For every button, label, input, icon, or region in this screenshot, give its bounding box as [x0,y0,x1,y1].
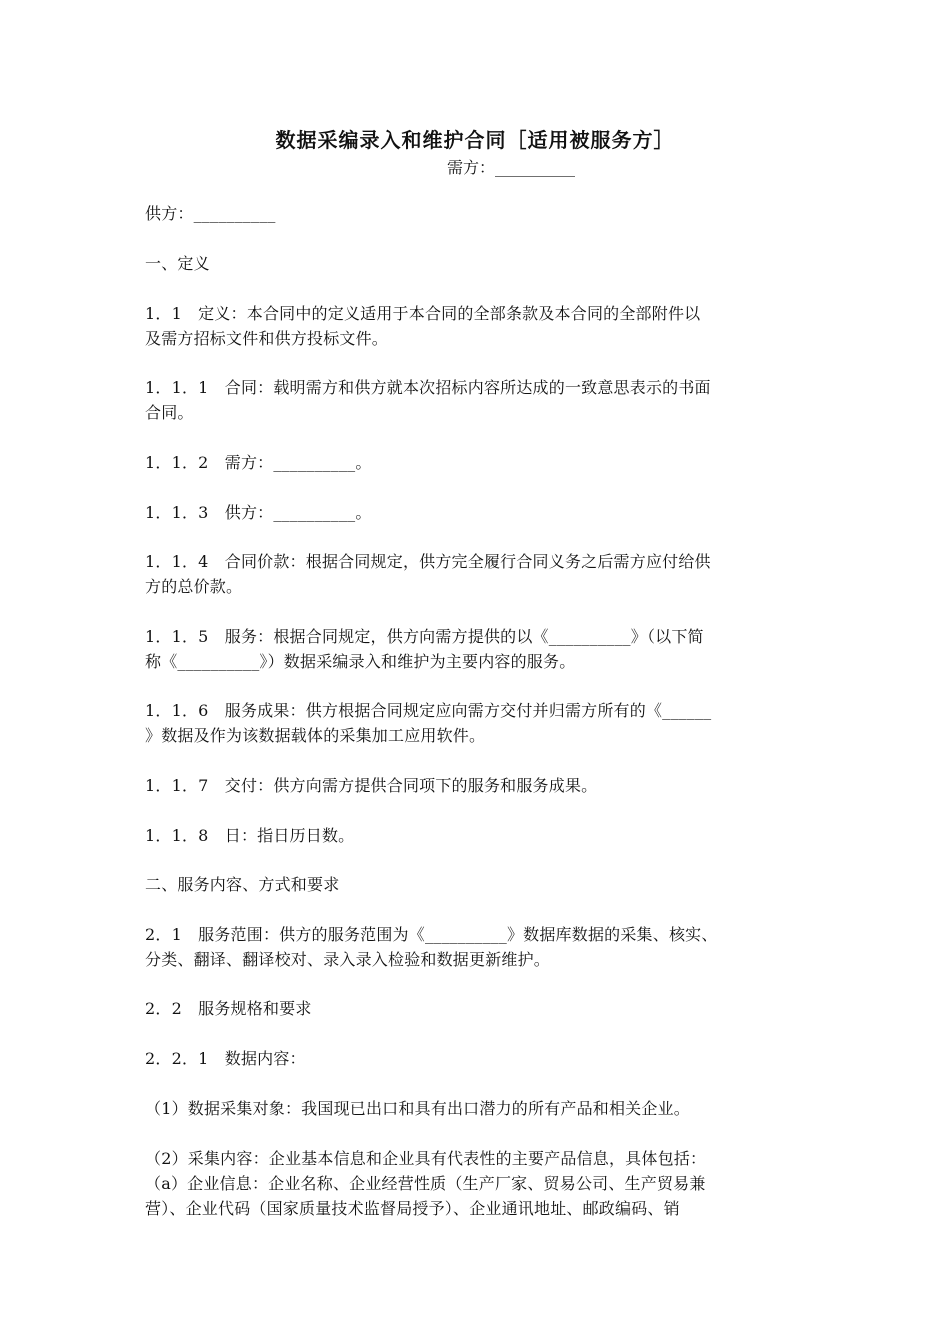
text-line: 营）、企业代码（国家质量技术监督局授予）、企业通讯地址、邮政编码、销 [145,1199,680,1218]
paragraph [145,872,810,897]
text-line: 供方：__________ [145,204,276,223]
text-line: 2．2．1 数据内容： [145,1049,306,1068]
paragraph [145,1096,810,1121]
text-line: 及需方招标文件和供方投标文件。 [145,329,389,348]
text-line: 1．1．6 服务成果：供方根据合同规定应向需方交付并归需方所有的《______ [145,701,712,720]
text-line: （2）采集内容：企业基本信息和企业具有代表性的主要产品信息，具体包括： [145,1149,707,1168]
text-line: 合同。 [145,403,194,422]
document-title: 数据采编录入和维护合同［适用被服务方］ [275,128,675,152]
text-line: 二、服务内容、方式和要求 [145,875,340,894]
text-line: 1．1．8 日：指日历日数。 [145,826,355,845]
text-line: 》数据及作为该数据载体的采集加工应用软件。 [145,726,486,745]
paragraph [145,823,810,848]
text-line: 方的总价款。 [145,577,243,596]
paragraph [145,773,810,798]
text-line: 2．2 服务规格和要求 [145,999,312,1018]
paragraph [145,624,810,674]
text-line: 1．1．2 需方：__________。 [145,453,372,472]
paragraph [145,301,810,351]
supply-party-line [145,201,810,226]
text-line: （1）数据采集对象：我国现已出口和具有出口潜力的所有产品和相关企业。 [145,1099,690,1118]
text-line: 1．1．1 合同：载明需方和供方就本次招标内容所达成的一致意思表示的书面 [145,378,711,397]
text-line: 1．1．7 交付：供方向需方提供合同项下的服务和服务成果。 [145,776,598,795]
paragraph [145,1146,810,1221]
text-line: 2．1 服务范围：供方的服务范围为《__________》数据库数据的采集、核实、 [145,925,718,944]
paragraph [145,1046,810,1071]
text-line: 1．1．3 供方：__________。 [145,503,372,522]
paragraph [145,996,810,1021]
paragraph [145,549,810,599]
text-line: 分类、翻译、翻译校对、录入录入检验和数据更新维护。 [145,950,551,969]
text-line: 称《__________》）数据采编录入和维护为主要内容的服务。 [145,652,576,671]
paragraph [145,922,810,972]
paragraph [145,375,810,425]
paragraph [145,500,810,525]
text-line: 1．1．4 合同价款：根据合同规定，供方完全履行合同义务之后需方应付给供 [145,552,711,571]
text-line: （a）企业信息：企业名称、企业经营性质（生产厂家、贸易公司、生产贸易兼 [145,1174,706,1193]
text-line: 1．1．5 服务：根据合同规定，供方向需方提供的以《__________》（以下简 [145,627,704,646]
demand-party-line: 需方：__________ [447,158,576,177]
paragraph [145,450,810,475]
text-line: 一、定义 [145,254,210,273]
paragraph [145,698,810,748]
paragraph [145,251,810,276]
text-line: 1．1 定义：本合同中的定义适用于本合同的全部条款及本合同的全部附件以 [145,304,701,323]
